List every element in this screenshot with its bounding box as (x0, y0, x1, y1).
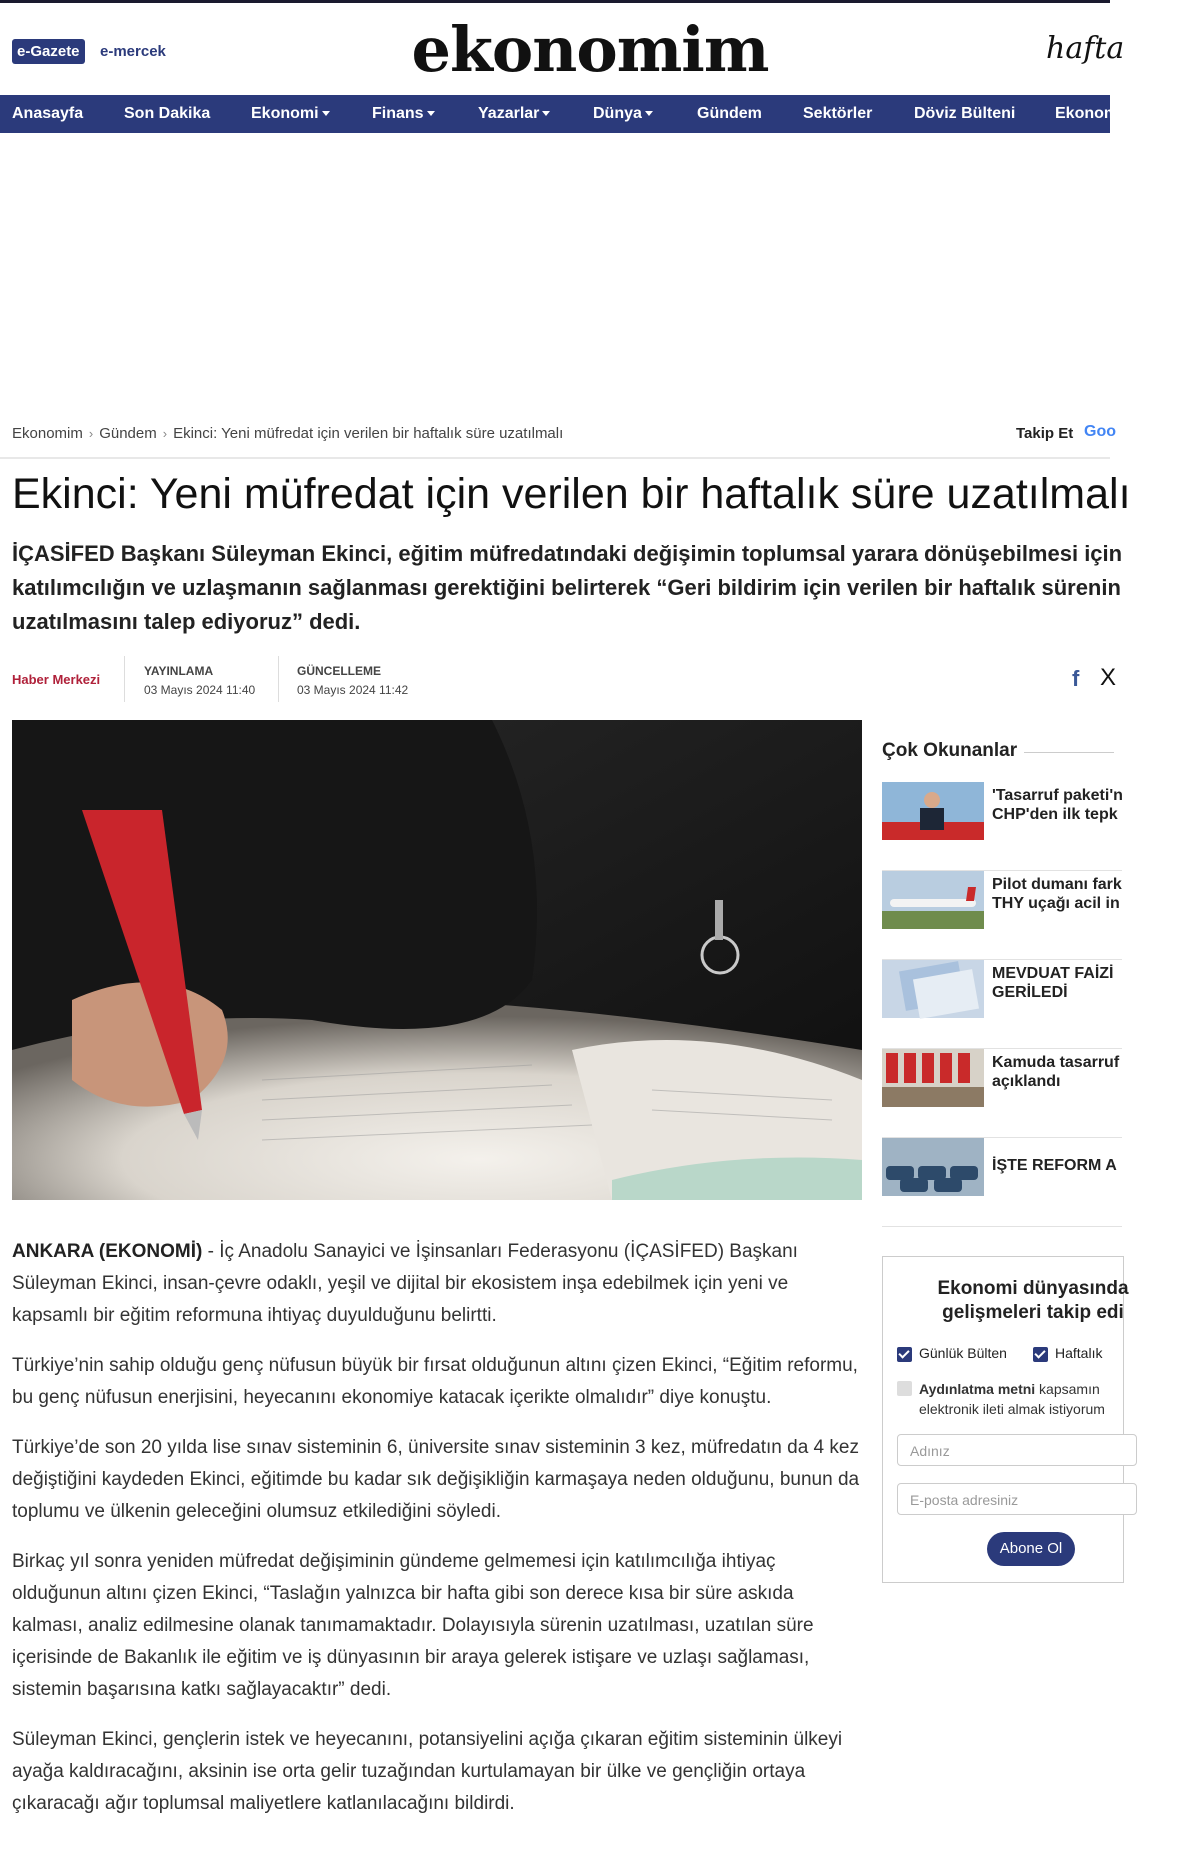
facebook-share-icon[interactable]: f (1072, 666, 1080, 691)
article-paragraph: Türkiye’de son 20 yılda lise sınav sisteminin 6, üniversite sınav sisteminin 3 kez, müfredatın da 4 kez değiştiğini kaydeden Ekinci, eğitimde bu kadar sık değişikliğin karmaşaya neden olduğunu, bunun da toplumu ve ülkenin geleceğini olumsuz etkilediğini söyledi. (12, 1437, 860, 1522)
nav-item-gundem[interactable] (697, 95, 762, 133)
title-line: İŞTE REFORM A (992, 1157, 1117, 1174)
main-nav (0, 95, 1119, 133)
most-read-item[interactable] (882, 1049, 1122, 1138)
consent-rest: kapsamın elektronik ileti almak istiyorum (919, 1381, 1105, 1417)
google-news-icon[interactable] (1084, 423, 1116, 441)
newsletter-title (883, 1277, 1183, 1325)
daily-bulletin-checkbox[interactable] (897, 1347, 912, 1362)
title-line: Ekonomi dünyasında (937, 1278, 1129, 1299)
nav-item-ekonom[interactable] (1055, 95, 1118, 133)
hafta-logo[interactable]: hafta (1046, 31, 1125, 66)
most-read-title-text (992, 875, 1192, 913)
most-read-title-text (992, 1156, 1192, 1175)
nav-item-label: Son Dakika (124, 105, 211, 122)
google-label: Goo (1084, 423, 1116, 440)
nav-item-label: Sektörler (803, 105, 873, 122)
title-line: Pilot dumanı fark (992, 876, 1122, 893)
nav-item-ekonomi[interactable] (251, 95, 330, 133)
student-exam-photo (12, 720, 862, 1200)
article-body (12, 1236, 862, 1838)
paragraph-text: - İç Anadolu Sanayici ve İşinsanları Federasyonu (İÇASİFED) Başkanı Süleyman Ekinci, insan-çevre odaklı, yeşil ve dijital bir ekosistem inşa edebilmek için yeni ve kapsamlı bir eğitim reformuna ihtiyaç duyulduğunu belirtti. (12, 1241, 798, 1326)
nav-item-label: Ekonom (1055, 105, 1119, 122)
airplane-photo (882, 871, 984, 929)
updated-date: 03 Mayıs 2024 11:42 (297, 683, 409, 697)
article-paragraph: Birkaç yıl sonra yeniden müfredat değişiminin gündeme gelmemesi için katılımcılığa ihtiyaç olduğunun altını çizen Ekinci, “Taslağın yalnızca bir hafta gibi son derece kısa bir süre askıda kalması, analiz edilmesine olanak tanımamaktadır. Dolayısıyla sürenin uzatılması, uzatılan süre içerisinde de Bakanlık ile eğitim ve iş dünyasının bir araya gelerek istişare ve uzlaşı sağlaması, sistemin başarısına katkı sağlayacaktır” dedi. (12, 1551, 814, 1700)
article-title: Ekinci: Yeni müfredat için verilen bir haftalık süre uzatılmalı (12, 470, 1131, 518)
follow-label: Takip Et (1016, 425, 1074, 442)
published-date: 03 Mayıs 2024 11:40 (144, 683, 256, 697)
article-paragraph: Süleyman Ekinci, gençlerin istek ve heyecanını, potansiyelini açığa çıkaran eğitim sisteminin ülkeyi ayağa kaldıracağını, aksinin ise orta gelir tuzağından kurtulamayan bir ülke ve gençliğin ortaya çıkaracağı ağır toplumsal maliyetlere katlanılacağını bildirdi. (12, 1729, 843, 1814)
site-header (0, 3, 1125, 95)
author-link[interactable]: Haber Merkezi (12, 672, 101, 687)
chevron-right-icon: › (162, 426, 168, 441)
weekly-bulletin-label: Haftalık (1055, 1345, 1103, 1361)
caret-down-icon (542, 111, 550, 116)
title-line: Kamuda tasarruf (992, 1054, 1120, 1071)
dateline: ANKARA (EKONOMİ) (12, 1241, 203, 1262)
ad-space (0, 133, 1110, 398)
emercek-link[interactable]: e-mercek (100, 43, 166, 60)
nav-item-label: Döviz Bülteni (914, 105, 1016, 122)
consent-checkbox[interactable] (897, 1381, 912, 1396)
title-line: 'Tasarruf paketi'n (992, 787, 1123, 804)
most-read-title-text (992, 964, 1192, 1002)
thumbnail-image (882, 960, 984, 1018)
subscribe-button[interactable]: Abone Ol (987, 1532, 1075, 1566)
nav-item-yazarlar[interactable] (478, 95, 550, 133)
most-read-item[interactable] (882, 782, 1122, 871)
breadcrumb-item-home[interactable]: Ekonomim (12, 425, 83, 442)
title-line: THY uçağı acil in (992, 895, 1120, 912)
most-read-title-text (992, 786, 1192, 824)
nav-item-label: Ekonomi (251, 105, 319, 122)
title-line: gelişmeleri takip edi (942, 1302, 1124, 1323)
nav-item-label: Finans (372, 105, 424, 122)
most-read-title: Çok Okunanlar (882, 740, 1018, 761)
thumbnail-image (882, 782, 984, 840)
site-logo[interactable]: ekonomim (411, 13, 769, 86)
article-hero-image (12, 720, 862, 1200)
caret-down-icon (645, 111, 653, 116)
email-input[interactable]: E-posta adresiniz (897, 1483, 1137, 1515)
nav-item-dunya[interactable] (593, 95, 653, 133)
title-line: CHP'den ilk tepk (992, 806, 1118, 823)
divider (278, 656, 279, 702)
published-label: YAYINLAMA (144, 664, 214, 678)
divider (124, 656, 125, 702)
nav-item-finans[interactable] (372, 95, 435, 133)
nav-item-label: Anasayfa (12, 105, 84, 122)
breadcrumb-item-gundem[interactable]: Gündem (99, 425, 157, 442)
egazete-link[interactable]: e-Gazete (12, 39, 85, 64)
thumbnail-image (882, 1138, 984, 1196)
chevron-right-icon: › (88, 426, 94, 441)
most-read-item[interactable] (882, 960, 1122, 1049)
newsletter-box (882, 1256, 1129, 1583)
thumbnail-image (882, 871, 984, 929)
title-line: MEVDUAT FAİZİ (992, 965, 1114, 982)
nav-item-label: Dünya (593, 105, 642, 122)
thumbnail-image (882, 1049, 984, 1107)
weekly-bulletin-checkbox[interactable] (1033, 1347, 1048, 1362)
updated-label: GÜNCELLEME (297, 664, 381, 678)
title-line: GERİLEDİ (992, 984, 1068, 1001)
caret-down-icon (322, 111, 330, 116)
breadcrumb-item-current: Ekinci: Yeni müfredat için verilen bir haftalık süre uzatılmalı (173, 425, 564, 442)
divider (0, 457, 1110, 459)
speaker-photo (882, 782, 984, 840)
banknotes-photo (882, 960, 984, 1018)
article-summary: İÇASİFED Başkanı Süleyman Ekinci, eğitim müfredatındaki değişimin toplumsal yarara dönüşebilmesi için katılımcılığın ve uzlaşmanın sağlanması gerektiğini belirterek “Geri bildirim için verilen bir haftalık sürenin uzatılmasını talep ediyoruz” dedi. (12, 541, 1123, 634)
caret-down-icon (427, 111, 435, 116)
nav-item-anasayfa[interactable] (12, 95, 83, 133)
breadcrumb (12, 425, 563, 442)
nav-item-label: Yazarlar (478, 105, 540, 122)
consent-text (919, 1379, 1139, 1419)
nav-item-label: Gündem (697, 105, 762, 122)
article-paragraph (12, 1236, 862, 1332)
daily-bulletin-label: Günlük Bülten (919, 1345, 1007, 1361)
x-share-icon[interactable]: X (1100, 664, 1117, 691)
most-read-item[interactable] (882, 1138, 1122, 1227)
nav-item-doviz-bulteni[interactable] (914, 95, 1015, 133)
title-line: açıklandı (992, 1073, 1061, 1090)
article-meta (0, 656, 1110, 702)
nav-item-sektorler[interactable] (803, 95, 872, 133)
consent-link[interactable]: Aydınlatma metni (919, 1381, 1036, 1397)
name-input[interactable]: Adınız (897, 1434, 1137, 1466)
most-read-item[interactable] (882, 871, 1122, 960)
nav-item-son-dakika[interactable] (124, 95, 210, 133)
flags-photo (882, 1049, 984, 1107)
most-read-title-text (992, 1053, 1192, 1091)
article-paragraph: Türkiye’nin sahip olduğu genç nüfusun büyük bir fırsat olduğunun altını çizen Ekinci, “Eğitim reformu, bu genç nüfusun enerjisini, heyecanını ekonomiye katacak içerikte olmalıdır” diye konuştu. (12, 1355, 858, 1408)
divider (1024, 752, 1114, 753)
cars-photo (882, 1138, 984, 1196)
